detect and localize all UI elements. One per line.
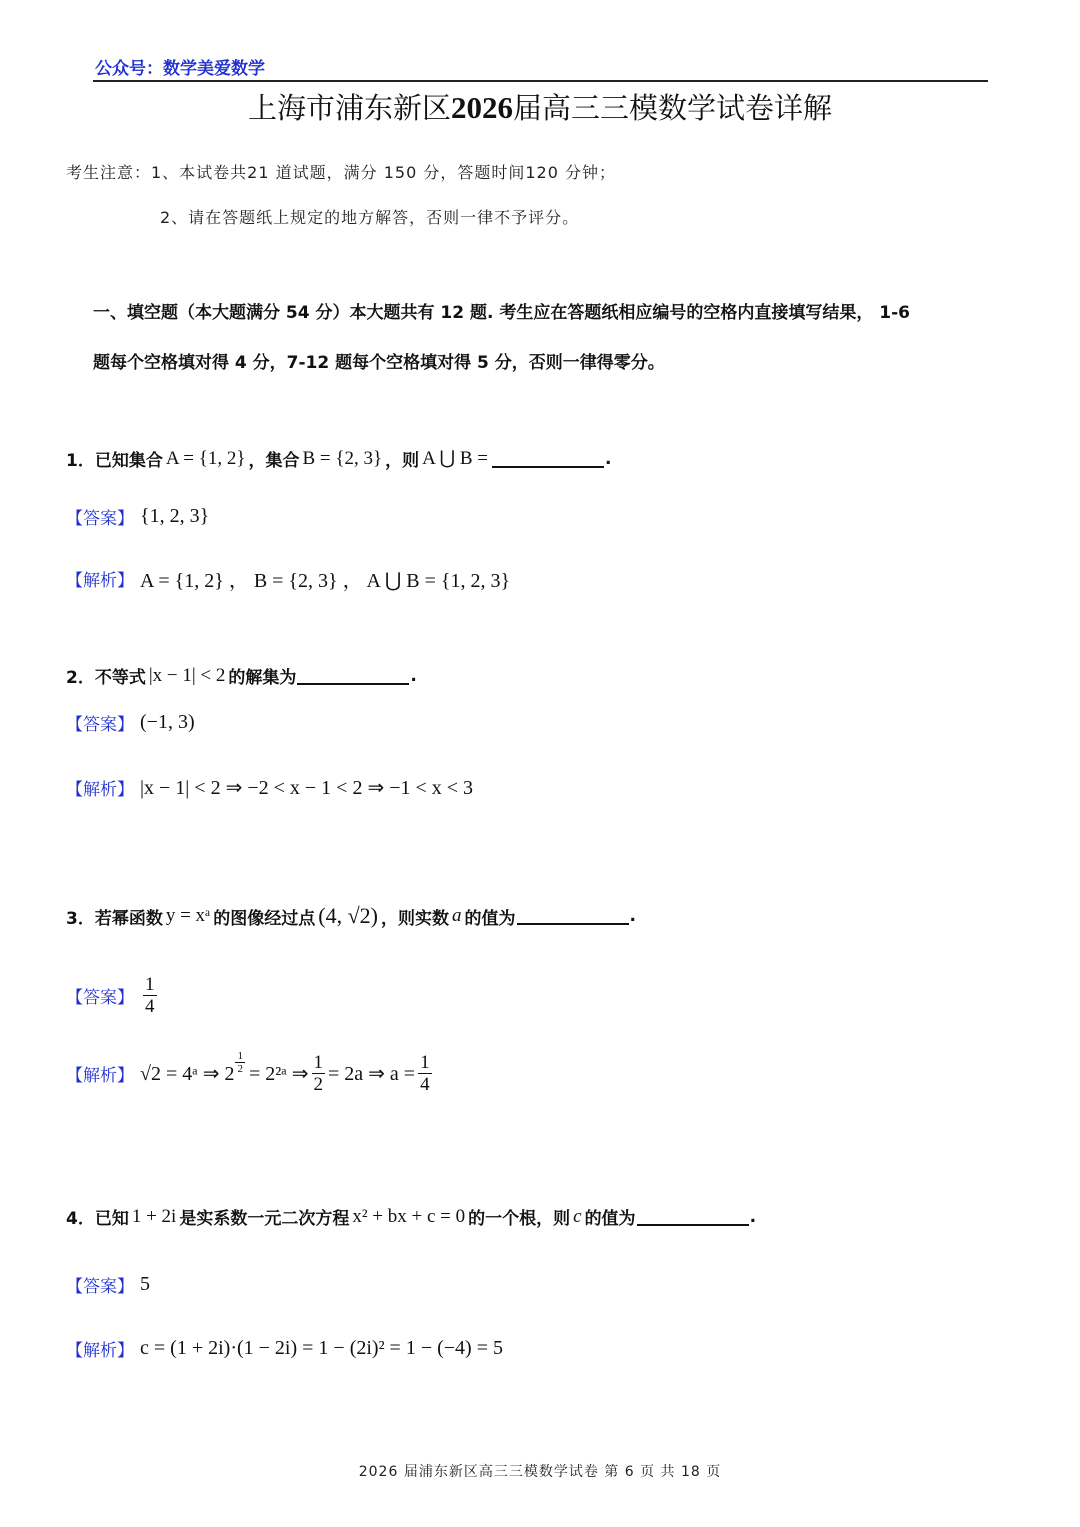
q1-number: 1．已知集合 (66, 451, 163, 471)
q3-exponent-numerator: 1 (237, 1050, 243, 1062)
q1-answer (66, 504, 209, 529)
q3-text-2: ，则实数 (381, 908, 449, 929)
exam-note-2: 2、请在答题纸上规定的地方解答，否则一律不予评分。 (160, 208, 580, 227)
q2-analysis-text: |x − 1| < 2 ⇒ −2 < x − 1 < 2 ⇒ −1 < x < 3 (140, 777, 474, 799)
q4-number: 4．已知 (66, 1209, 129, 1229)
q1-set-a: A = {1, 2} (165, 447, 246, 469)
q3-analysis-result (418, 1052, 432, 1095)
q3-answer-fraction (143, 974, 157, 1017)
q2-expression: |x − 1| < 2 (148, 664, 226, 686)
q3-point: (4, √2) (318, 903, 378, 928)
q1-then: ，则 (385, 451, 420, 471)
q2-end: . (410, 665, 417, 686)
question-4 (66, 1204, 756, 1229)
q3-text-3: 的值为 (464, 908, 516, 929)
q3-variable: a (452, 905, 462, 926)
exam-note-1: 考生注意：1、本试卷共21 道试题，满分 150 分，答题时间120 分钟； (66, 163, 616, 182)
q3-analysis-part-2: = 2²ᵃ ⇒ (248, 1063, 309, 1085)
q1-analysis-text: A = {1, 2} ， B = {2, 3} ， A ⋃ B = {1, 2, 3} (140, 570, 511, 592)
q2-analysis (66, 775, 473, 800)
q3-function: y = xᵃ (165, 905, 211, 926)
q3-answer-numerator: 1 (145, 974, 155, 995)
q3-answer-blank (517, 907, 629, 925)
analysis-label: 【解析】 (66, 780, 134, 800)
page-title (0, 86, 1080, 127)
q4-text-3: 的值为 (584, 1209, 636, 1229)
q4-equation: x² + bx + c = 0 (352, 1205, 466, 1227)
title-year: 2026 (451, 90, 513, 125)
q4-text: 是实系数一元二次方程 (179, 1209, 350, 1229)
question-2 (66, 663, 417, 688)
q2-answer-value: (−1, 3) (140, 711, 195, 733)
q3-analysis-fraction (312, 1052, 326, 1095)
q3-analysis (66, 1052, 435, 1095)
title-suffix: 届高三三模数学试卷详解 (513, 91, 833, 125)
q4-variable: c (573, 1205, 582, 1227)
q1-end: . (605, 448, 612, 469)
q3-number: 3．若幂函数 (66, 908, 163, 929)
question-3 (66, 903, 636, 929)
q3-result-numerator: 1 (420, 1052, 430, 1073)
q2-answer (66, 710, 195, 735)
q3-analysis-exponent (235, 1050, 245, 1075)
q4-root: 1 + 2i (131, 1205, 177, 1227)
q1-text: ，集合 (248, 451, 300, 471)
section-instructions-1: 一、填空题（本大题满分 54 分）本大题共有 12 题. 考生应在答题纸相应编号的空格内直接填写结果， 1-6 (93, 303, 910, 323)
analysis-label: 【解析】 (66, 1341, 134, 1361)
q3-answer (66, 974, 160, 1017)
q4-answer-blank (637, 1208, 749, 1226)
q1-analysis (66, 564, 510, 593)
answer-label: 【答案】 (66, 509, 134, 529)
q2-text: 的解集为 (228, 668, 297, 688)
q4-text-2: 的一个根，则 (468, 1209, 571, 1229)
q3-exponent-denominator: 2 (237, 1063, 243, 1075)
question-1 (66, 446, 612, 471)
watermark: 公众号：数学美爱数学 (95, 59, 265, 79)
q4-end: . (749, 1206, 757, 1227)
q3-fraction-numerator: 1 (313, 1052, 323, 1073)
q1-answer-value: {1, 2, 3} (140, 505, 210, 527)
q1-answer-blank (492, 450, 604, 468)
title-prefix: 上海市浦东新区 (247, 91, 451, 125)
section-instructions-2: 题每个空格填对得 4 分，7-12 题每个空格填对得 5 分，否则一律得零分。 (93, 353, 665, 373)
q2-answer-blank (297, 667, 409, 685)
q4-analysis (66, 1336, 503, 1361)
header-rule (93, 80, 988, 82)
q3-end: . (629, 906, 636, 926)
q4-answer (66, 1272, 150, 1297)
q4-answer-value: 5 (140, 1273, 150, 1295)
page-footer: 2026 届浦东新区高三三模数学试卷 第 6 页 共 18 页 (358, 1464, 722, 1480)
q4-analysis-text: c = (1 + 2i)·(1 − 2i) = 1 − (2i)² = 1 − (−4) = 5 (140, 1337, 503, 1359)
analysis-label: 【解析】 (66, 571, 134, 591)
q1-set-b: B = {2, 3} (302, 447, 383, 469)
q3-analysis-part-3: = 2a ⇒ a = (328, 1063, 416, 1085)
q3-result-denominator: 4 (420, 1074, 430, 1095)
q1-expression: A ⋃ B = (422, 448, 489, 469)
q3-text: 的图像经过点 (213, 908, 316, 929)
analysis-label: 【解析】 (66, 1066, 134, 1086)
q3-answer-denominator: 4 (145, 996, 155, 1017)
q3-analysis-part-1: √2 = 4ᵃ ⇒ 2 (140, 1063, 235, 1085)
answer-label: 【答案】 (66, 988, 134, 1008)
answer-label: 【答案】 (66, 1277, 134, 1297)
q2-number: 2．不等式 (66, 668, 146, 688)
answer-label: 【答案】 (66, 715, 134, 735)
q3-fraction-denominator: 2 (313, 1074, 323, 1095)
